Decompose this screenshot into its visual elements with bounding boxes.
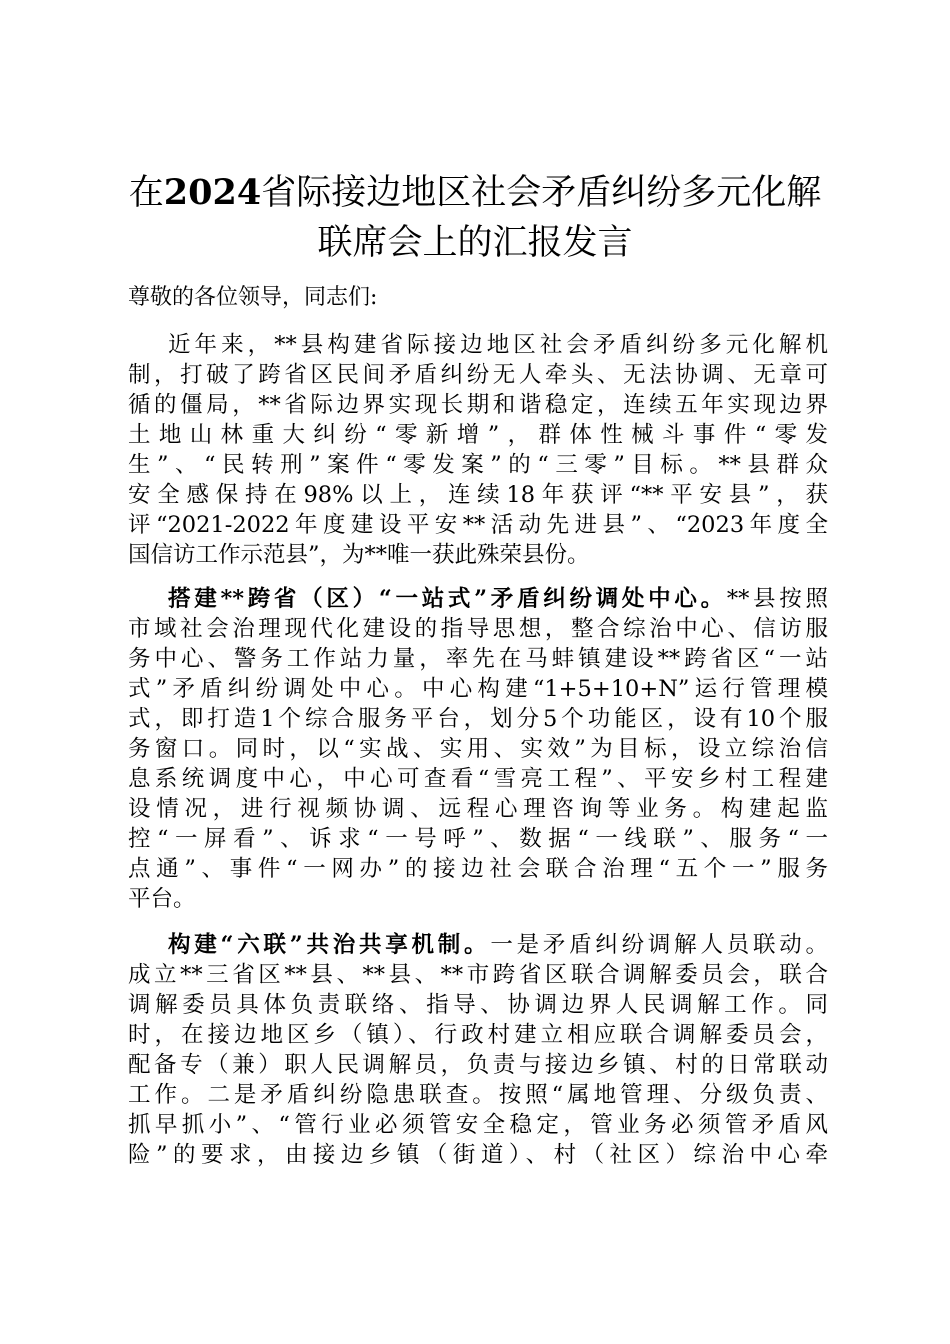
paragraph-line: 土地山林重大纠纷“零新增”，群体性械斗事件“零发 (128, 422, 828, 448)
paragraph-line: 式”矛盾纠纷调处中心。中心构建“1+5+10+N”运行管理模 (128, 676, 828, 702)
paragraph-one-stop-center (128, 584, 828, 914)
paragraph-line-text: 一是矛盾纠纷调解人员联动。 (490, 932, 828, 958)
paragraph-line: 控“一屏看”、诉求“一号呼”、数据“一线联”、服务“一 (128, 826, 828, 852)
paragraph-line: 抓早抓小”、“管行业必须管安全稳定，管业务必须管矛盾风 (128, 1112, 828, 1138)
paragraph-line: 配备专（兼）职人民调解员，负责与接边乡镇、村的日常联动 (128, 1052, 828, 1078)
title-line-1 (129, 173, 821, 213)
title-prefix: 在 (128, 173, 164, 213)
paragraph-line: 务窗口。同时，以“实战、实用、实效”为目标，设立综治信 (128, 736, 828, 762)
title-year: 2024 (163, 172, 262, 213)
paragraph-line-text: **县按照 (726, 586, 828, 612)
paragraph-heading: 构建“六联”共治共享机制。 (168, 932, 491, 958)
document-title (120, 168, 830, 268)
paragraph-line (128, 930, 828, 960)
salutation: 尊敬的各位领导，同志们: (128, 285, 378, 310)
paragraph-line: 息系统调度中心，中心可查看“雪亮工程”、平安乡村工程建 (128, 766, 828, 792)
title-line-2: 联席会上的汇报发言 (317, 223, 633, 263)
paragraph-line: 设情况，进行视频协调、远程心理咨询等业务。构建起监 (128, 796, 828, 822)
paragraph-intro (128, 330, 828, 570)
paragraph-six-links (128, 930, 828, 1170)
paragraph-line: 国信访工作示范县”，为**唯一获此殊荣县份。 (128, 542, 590, 568)
paragraph-line (128, 584, 828, 614)
paragraph-heading: 搭建**跨省（区）“一站式”矛盾纠纷调处中心。 (168, 586, 727, 612)
title-line-1-rest: 省际接边地区社会矛盾纠纷多元化解 (261, 173, 822, 213)
paragraph-line: 点通”、事件“一网办”的接边社会联合治理“五个一”服务 (128, 856, 828, 882)
paragraph-line: 成立**三省区**县、**县、**市跨省区联合调解委员会，联合 (128, 962, 828, 988)
paragraph-line: 务中心、警务工作站力量，率先在马蚌镇建设**跨省区“一站 (128, 646, 828, 672)
paragraph-line: 式，即打造1个综合服务平台，划分5个功能区，设有10个服 (128, 706, 828, 732)
paragraph-line: 制，打破了跨省区民间矛盾纠纷无人牵头、无法协调、无章可 (128, 362, 828, 388)
paragraph-line: 循的僵局，**省际边界实现长期和谐稳定，连续五年实现边界 (128, 392, 828, 418)
paragraph-line: 近年来，**县构建省际接边地区社会矛盾纠纷多元化解机 (168, 332, 828, 358)
paragraph-line: 险”的要求，由接边乡镇（街道）、村（社区）综治中心牵 (128, 1142, 828, 1168)
paragraph-line: 工作。二是矛盾纠纷隐患联查。按照“属地管理、分级负责、 (128, 1082, 828, 1108)
paragraph-line: 平台。 (128, 886, 196, 912)
paragraph-line: 评“2021-2022年度建设平安**活动先进县”、“2023年度全 (128, 512, 828, 538)
paragraph-line: 调解委员具体负责联络、指导、协调边界人民调解工作。同 (128, 992, 828, 1018)
paragraph-line: 市域社会治理现代化建设的指导思想，整合综治中心、信访服 (128, 616, 828, 642)
paragraph-line: 安全感保持在98%以上，连续18年获评“**平安县”，获 (128, 482, 828, 508)
paragraph-line: 时，在接边地区乡（镇）、行政村建立相应联合调解委员会， (128, 1022, 828, 1048)
paragraph-line: 生”、“民转刑”案件“零发案”的“三零”目标。**县群众 (128, 452, 828, 478)
